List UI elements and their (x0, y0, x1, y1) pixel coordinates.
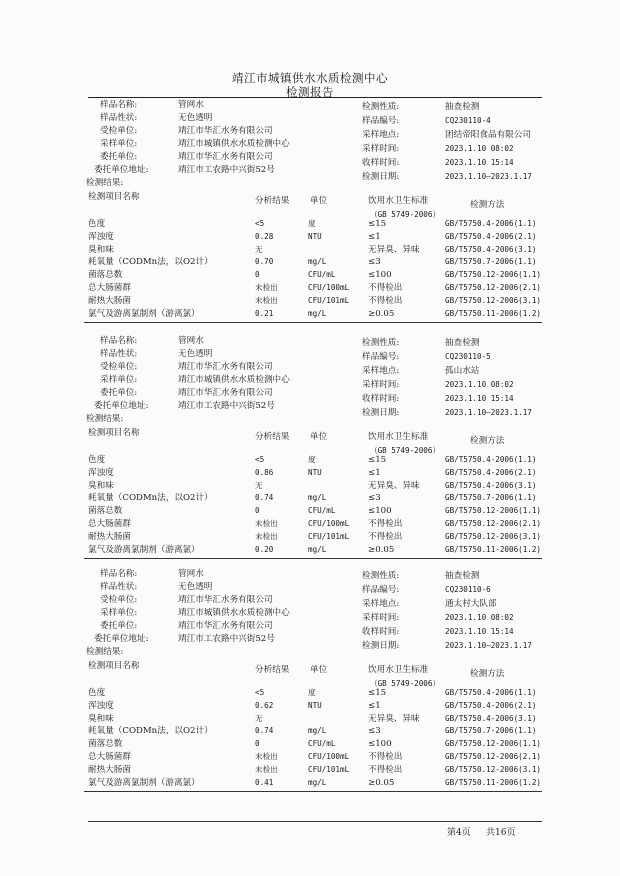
cell-item: 菌落总数 (88, 270, 123, 281)
label-receive-time: 收样时间: (362, 627, 400, 637)
cell-item: 色度 (88, 688, 106, 698)
cell-unit: mg/L (308, 493, 327, 503)
value-client-address: 靖江市工农路中兴街52号 (178, 634, 275, 644)
value-receive-time: 2023.1.10 15:14 (445, 158, 514, 167)
cell-standard: ≥0.05 (368, 308, 395, 319)
cell-method: GB/T5750.4-2006(2.1) (445, 231, 537, 241)
value-sampling-site: 孤山水站 (445, 366, 480, 376)
label-results: 检测结果: (86, 414, 124, 424)
cell-method: GB/T5750.4-2006(1.1) (445, 219, 537, 228)
label-receive-time: 收样时间: (362, 394, 400, 404)
cell-item: 氯气及游离氯制剂（游离氯） (88, 777, 200, 788)
cell-item: 总大肠菌群 (88, 519, 131, 529)
label-sample-nature: 样品性状: (100, 349, 138, 359)
col-header-standard-code: （GB 5749-2006） (370, 446, 441, 455)
label-client-address: 委托单位地址: (94, 165, 149, 175)
cell-method: GB/T5750.7-2006(1.1) (445, 726, 537, 736)
cell-unit: CFU/100mL (308, 519, 350, 528)
cell-method: GB/T5750.12-2006(2.1) (445, 752, 542, 761)
cell-item: 菌落总数 (88, 739, 123, 750)
sample-block-1 (0, 100, 620, 336)
cell-standard: 无异臭、异味 (368, 480, 420, 491)
cell-standard: ≤100 (368, 506, 392, 517)
label-inspect-nature: 检测性质: (362, 338, 400, 348)
value-sample-no: CQ230110-6 (445, 585, 491, 594)
cell-standard: 不得检出 (368, 752, 403, 762)
cell-item: 色度 (88, 455, 106, 465)
label-sample-name: 样品名称: (100, 336, 138, 346)
cell-method: GB/T5750.11-2006(1.2) (445, 308, 542, 318)
col-header-item: 检测项目名称 (88, 192, 140, 202)
label-sample-no: 样品编号: (362, 352, 400, 362)
cell-standard: ≤15 (368, 219, 387, 229)
cell-item: 耐热大肠菌 (88, 531, 131, 542)
cell-item: 耗氧量（CODMn法，以O2计） (88, 493, 213, 504)
cell-standard: 不得检出 (368, 531, 403, 542)
cell-result: 0.41 (255, 777, 274, 787)
value-sample-no: CQ230110-5 (445, 352, 491, 361)
cell-standard: ≤15 (368, 688, 387, 698)
cell-result: <5 (255, 455, 265, 464)
value-test-date: 2023.1.10—2023.1.17 (445, 641, 532, 650)
cell-item: 氯气及游离氯制剂（游离氯） (88, 308, 200, 319)
cell-standard: 不得检出 (368, 295, 403, 306)
value-sampling-time: 2023.1.10 08:02 (445, 613, 514, 622)
value-inspect-nature: 抽查检测 (445, 338, 480, 348)
value-test-date: 2023.1.10—2023.1.17 (445, 408, 532, 417)
cell-item: 菌落总数 (88, 506, 123, 517)
sample-block-2 (0, 336, 620, 572)
cell-method: GB/T5750.7-2006(1.1) (445, 493, 537, 503)
section-divider (84, 558, 542, 559)
cell-unit: mg/L (308, 726, 327, 736)
cell-standard: ≤15 (368, 455, 387, 465)
cell-result: 无 (255, 713, 263, 723)
col-header-result: 分析结果 (255, 665, 290, 675)
cell-method: GB/T5750.7-2006(1.1) (445, 257, 537, 267)
cell-item: 耐热大肠菌 (88, 764, 131, 775)
col-header-standard: 饮用水卫生标准 (368, 665, 429, 675)
cell-standard: ≥0.05 (368, 544, 395, 555)
col-header-unit: 单位 (310, 196, 328, 206)
cell-method: GB/T5750.4-2006(1.1) (445, 688, 537, 697)
label-sampling-site: 采样地点: (362, 599, 400, 609)
label-inspect-nature: 检测性质: (362, 571, 400, 581)
cell-method: GB/T5750.4-2006(3.1) (445, 480, 537, 490)
cell-result: 0 (255, 506, 260, 516)
value-receive-time: 2023.1.10 15:14 (445, 394, 514, 403)
cell-result: 0.62 (255, 700, 274, 710)
cell-unit: CFU/100mL (308, 752, 350, 761)
cell-method: GB/T5750.4-2006(3.1) (445, 713, 537, 723)
org-title: 靖江市城镇供水水质检测中心 (232, 71, 388, 85)
label-sampling-unit: 采样单位: (100, 139, 138, 149)
cell-unit: CFU/mL (308, 739, 336, 749)
col-header-result: 分析结果 (255, 432, 290, 442)
value-client-unit: 靖江市华汇水务有限公司 (178, 152, 273, 162)
col-header-method: 检测方法 (470, 200, 505, 210)
cell-standard: 无异臭、异味 (368, 713, 420, 724)
col-header-item: 检测项目名称 (88, 428, 140, 438)
cell-unit: CFU/mL (308, 506, 336, 516)
label-results: 检测结果: (86, 647, 124, 657)
cell-unit: NTU (308, 467, 322, 477)
value-inspect-nature: 抽查检测 (445, 102, 480, 112)
cell-unit: CFU/100mL (308, 283, 350, 292)
cell-standard: ≤3 (368, 257, 381, 268)
cell-result: 未检出 (255, 295, 278, 305)
cell-standard: 不得检出 (368, 764, 403, 775)
cell-method: GB/T5750.4-2006(1.1) (445, 455, 537, 464)
label-sampling-time: 采样时间: (362, 144, 400, 154)
cell-item: 耗氧量（CODMn法，以O2计） (88, 726, 213, 737)
label-sampling-time: 采样时间: (362, 380, 400, 390)
cell-unit: mg/L (308, 308, 327, 318)
cell-result: 无 (255, 244, 263, 254)
cell-standard: ≤1 (368, 467, 381, 478)
value-client-unit: 靖江市华汇水务有限公司 (178, 388, 273, 398)
col-header-item: 检测项目名称 (88, 661, 140, 671)
cell-method: GB/T5750.4-2006(2.1) (445, 467, 537, 477)
value-sample-no: CQ230110-4 (445, 116, 491, 125)
cell-standard: ≤3 (368, 726, 381, 737)
label-inspected-unit: 受检单位: (100, 126, 138, 136)
cell-result: <5 (255, 219, 265, 228)
label-sampling-time: 采样时间: (362, 613, 400, 623)
label-inspect-nature: 检测性质: (362, 102, 400, 112)
cell-standard: 不得检出 (368, 283, 403, 293)
cell-result: <5 (255, 688, 265, 697)
label-test-date: 检测日期: (362, 641, 400, 651)
label-inspected-unit: 受检单位: (100, 362, 138, 372)
value-sampling-unit: 靖江市城镇供水水质检测中心 (178, 139, 290, 149)
cell-method: GB/T5750.12-2006(1.1) (445, 270, 542, 280)
cell-item: 浑浊度 (88, 231, 114, 242)
value-sample-nature: 无色透明 (178, 582, 213, 592)
cell-unit: 度 (308, 688, 316, 697)
value-sampling-unit: 靖江市城镇供水水质检测中心 (178, 375, 290, 385)
cell-method: GB/T5750.12-2006(3.1) (445, 295, 542, 305)
cell-result: 未检出 (255, 764, 278, 774)
cell-item: 浑浊度 (88, 467, 114, 478)
cell-unit: NTU (308, 700, 322, 710)
label-sample-no: 样品编号: (362, 585, 400, 595)
cell-result: 未检出 (255, 531, 278, 541)
value-sample-nature: 无色透明 (178, 113, 213, 123)
cell-result: 0.86 (255, 467, 274, 477)
page-total: 共16页 (486, 828, 516, 838)
col-header-unit: 单位 (310, 432, 328, 442)
cell-unit: 度 (308, 455, 316, 464)
value-sample-name: 管网水 (178, 100, 204, 110)
col-header-unit: 单位 (310, 665, 328, 675)
label-sampling-site: 采样地点: (362, 366, 400, 376)
cell-result: 0.21 (255, 308, 274, 318)
cell-method: GB/T5750.12-2006(1.1) (445, 506, 542, 516)
section-divider (84, 791, 542, 792)
label-sample-nature: 样品性状: (100, 582, 138, 592)
label-test-date: 检测日期: (362, 408, 400, 418)
value-inspected-unit: 靖江市华汇水务有限公司 (178, 126, 273, 136)
col-header-standard-code: （GB 5749-2006） (370, 679, 441, 688)
col-header-method: 检测方法 (470, 669, 505, 679)
footer-rule (88, 821, 542, 822)
cell-standard: ≤1 (368, 231, 381, 242)
cell-result: 未检出 (255, 752, 278, 761)
sample-block-3 (0, 569, 620, 805)
cell-standard: ≤100 (368, 739, 392, 750)
cell-method: GB/T5750.12-2006(2.1) (445, 519, 542, 528)
cell-unit: 度 (308, 219, 316, 228)
cell-method: GB/T5750.12-2006(2.1) (445, 283, 542, 292)
col-header-standard: 饮用水卫生标准 (368, 196, 429, 206)
cell-result: 0 (255, 739, 260, 749)
cell-unit: NTU (308, 231, 322, 241)
cell-method: GB/T5750.11-2006(1.2) (445, 777, 542, 787)
label-client-address: 委托单位地址: (94, 634, 149, 644)
cell-unit: CFU/101mL (308, 295, 350, 305)
label-client-unit: 委托单位: (100, 152, 138, 162)
cell-standard: ≤1 (368, 700, 381, 711)
label-results: 检测结果: (86, 178, 124, 188)
value-inspected-unit: 靖江市华汇水务有限公司 (178, 595, 273, 605)
label-sample-name: 样品名称: (100, 100, 138, 110)
value-client-unit: 靖江市华汇水务有限公司 (178, 621, 273, 631)
label-sample-name: 样品名称: (100, 569, 138, 579)
cell-item: 总大肠菌群 (88, 283, 131, 293)
label-inspected-unit: 受检单位: (100, 595, 138, 605)
label-client-unit: 委托单位: (100, 621, 138, 631)
cell-result: 0.20 (255, 544, 274, 554)
label-client-address: 委托单位地址: (94, 401, 149, 411)
page-number: 第4页 (447, 828, 471, 838)
cell-unit: CFU/101mL (308, 764, 350, 774)
cell-unit: CFU/mL (308, 270, 336, 280)
cell-item: 臭和味 (88, 244, 114, 255)
cell-standard: ≤100 (368, 270, 392, 281)
cell-item: 总大肠菌群 (88, 752, 131, 762)
cell-result: 无 (255, 480, 263, 490)
label-sampling-unit: 采样单位: (100, 608, 138, 618)
cell-method: GB/T5750.12-2006(3.1) (445, 764, 542, 774)
label-sampling-site: 采样地点: (362, 130, 400, 140)
cell-unit: mg/L (308, 544, 327, 554)
cell-item: 臭和味 (88, 713, 114, 724)
cell-result: 0.74 (255, 726, 274, 736)
cell-item: 氯气及游离氯制剂（游离氯） (88, 544, 200, 555)
cell-item: 耗氧量（CODMn法，以O2计） (88, 257, 213, 268)
cell-standard: 不得检出 (368, 519, 403, 529)
value-test-date: 2023.1.10—2023.1.17 (445, 172, 532, 181)
label-sample-nature: 样品性状: (100, 113, 138, 123)
cell-item: 臭和味 (88, 480, 114, 491)
col-header-result: 分析结果 (255, 196, 290, 206)
col-header-standard-code: （GB 5749-2006） (370, 210, 441, 219)
cell-method: GB/T5750.4-2006(2.1) (445, 700, 537, 710)
cell-result: 未检出 (255, 519, 278, 528)
value-client-address: 靖江市工农路中兴街52号 (178, 165, 275, 175)
label-sample-no: 样品编号: (362, 116, 400, 126)
cell-result: 0.28 (255, 231, 274, 241)
value-inspected-unit: 靖江市华汇水务有限公司 (178, 362, 273, 372)
section-divider (84, 322, 542, 323)
cell-unit: CFU/101mL (308, 531, 350, 541)
label-sampling-unit: 采样单位: (100, 375, 138, 385)
value-sample-name: 管网水 (178, 569, 204, 579)
cell-standard: ≥0.05 (368, 777, 395, 788)
cell-unit: mg/L (308, 777, 327, 787)
col-header-method: 检测方法 (470, 436, 505, 446)
cell-item: 耐热大肠菌 (88, 295, 131, 306)
cell-method: GB/T5750.4-2006(3.1) (445, 244, 537, 254)
value-inspect-nature: 抽查检测 (445, 571, 480, 581)
cell-unit: mg/L (308, 257, 327, 267)
value-receive-time: 2023.1.10 15:14 (445, 627, 514, 636)
value-sample-nature: 无色透明 (178, 349, 213, 359)
value-client-address: 靖江市工农路中兴街52号 (178, 401, 275, 411)
value-sampling-time: 2023.1.10 08:02 (445, 144, 514, 153)
label-client-unit: 委托单位: (100, 388, 138, 398)
cell-result: 0.70 (255, 257, 274, 267)
cell-method: GB/T5750.12-2006(1.1) (445, 739, 542, 749)
cell-method: GB/T5750.11-2006(1.2) (445, 544, 542, 554)
label-receive-time: 收样时间: (362, 158, 400, 168)
value-sampling-unit: 靖江市城镇供水水质检测中心 (178, 608, 290, 618)
label-test-date: 检测日期: (362, 172, 400, 182)
col-header-standard: 饮用水卫生标准 (368, 432, 429, 442)
cell-result: 0.74 (255, 493, 274, 503)
value-sampling-site: 通太村大队部 (445, 599, 497, 609)
cell-result: 0 (255, 270, 260, 280)
cell-standard: 无异臭、异味 (368, 244, 420, 255)
cell-method: GB/T5750.12-2006(3.1) (445, 531, 542, 541)
report-title: 检测报告 (286, 85, 334, 99)
cell-result: 未检出 (255, 283, 278, 292)
value-sample-name: 管网水 (178, 336, 204, 346)
value-sampling-site: 团结帝阳食品有限公司 (445, 130, 531, 140)
value-sampling-time: 2023.1.10 08:02 (445, 380, 514, 389)
cell-item: 浑浊度 (88, 700, 114, 711)
cell-standard: ≤3 (368, 493, 381, 504)
cell-item: 色度 (88, 219, 106, 229)
header-rule (88, 97, 542, 98)
